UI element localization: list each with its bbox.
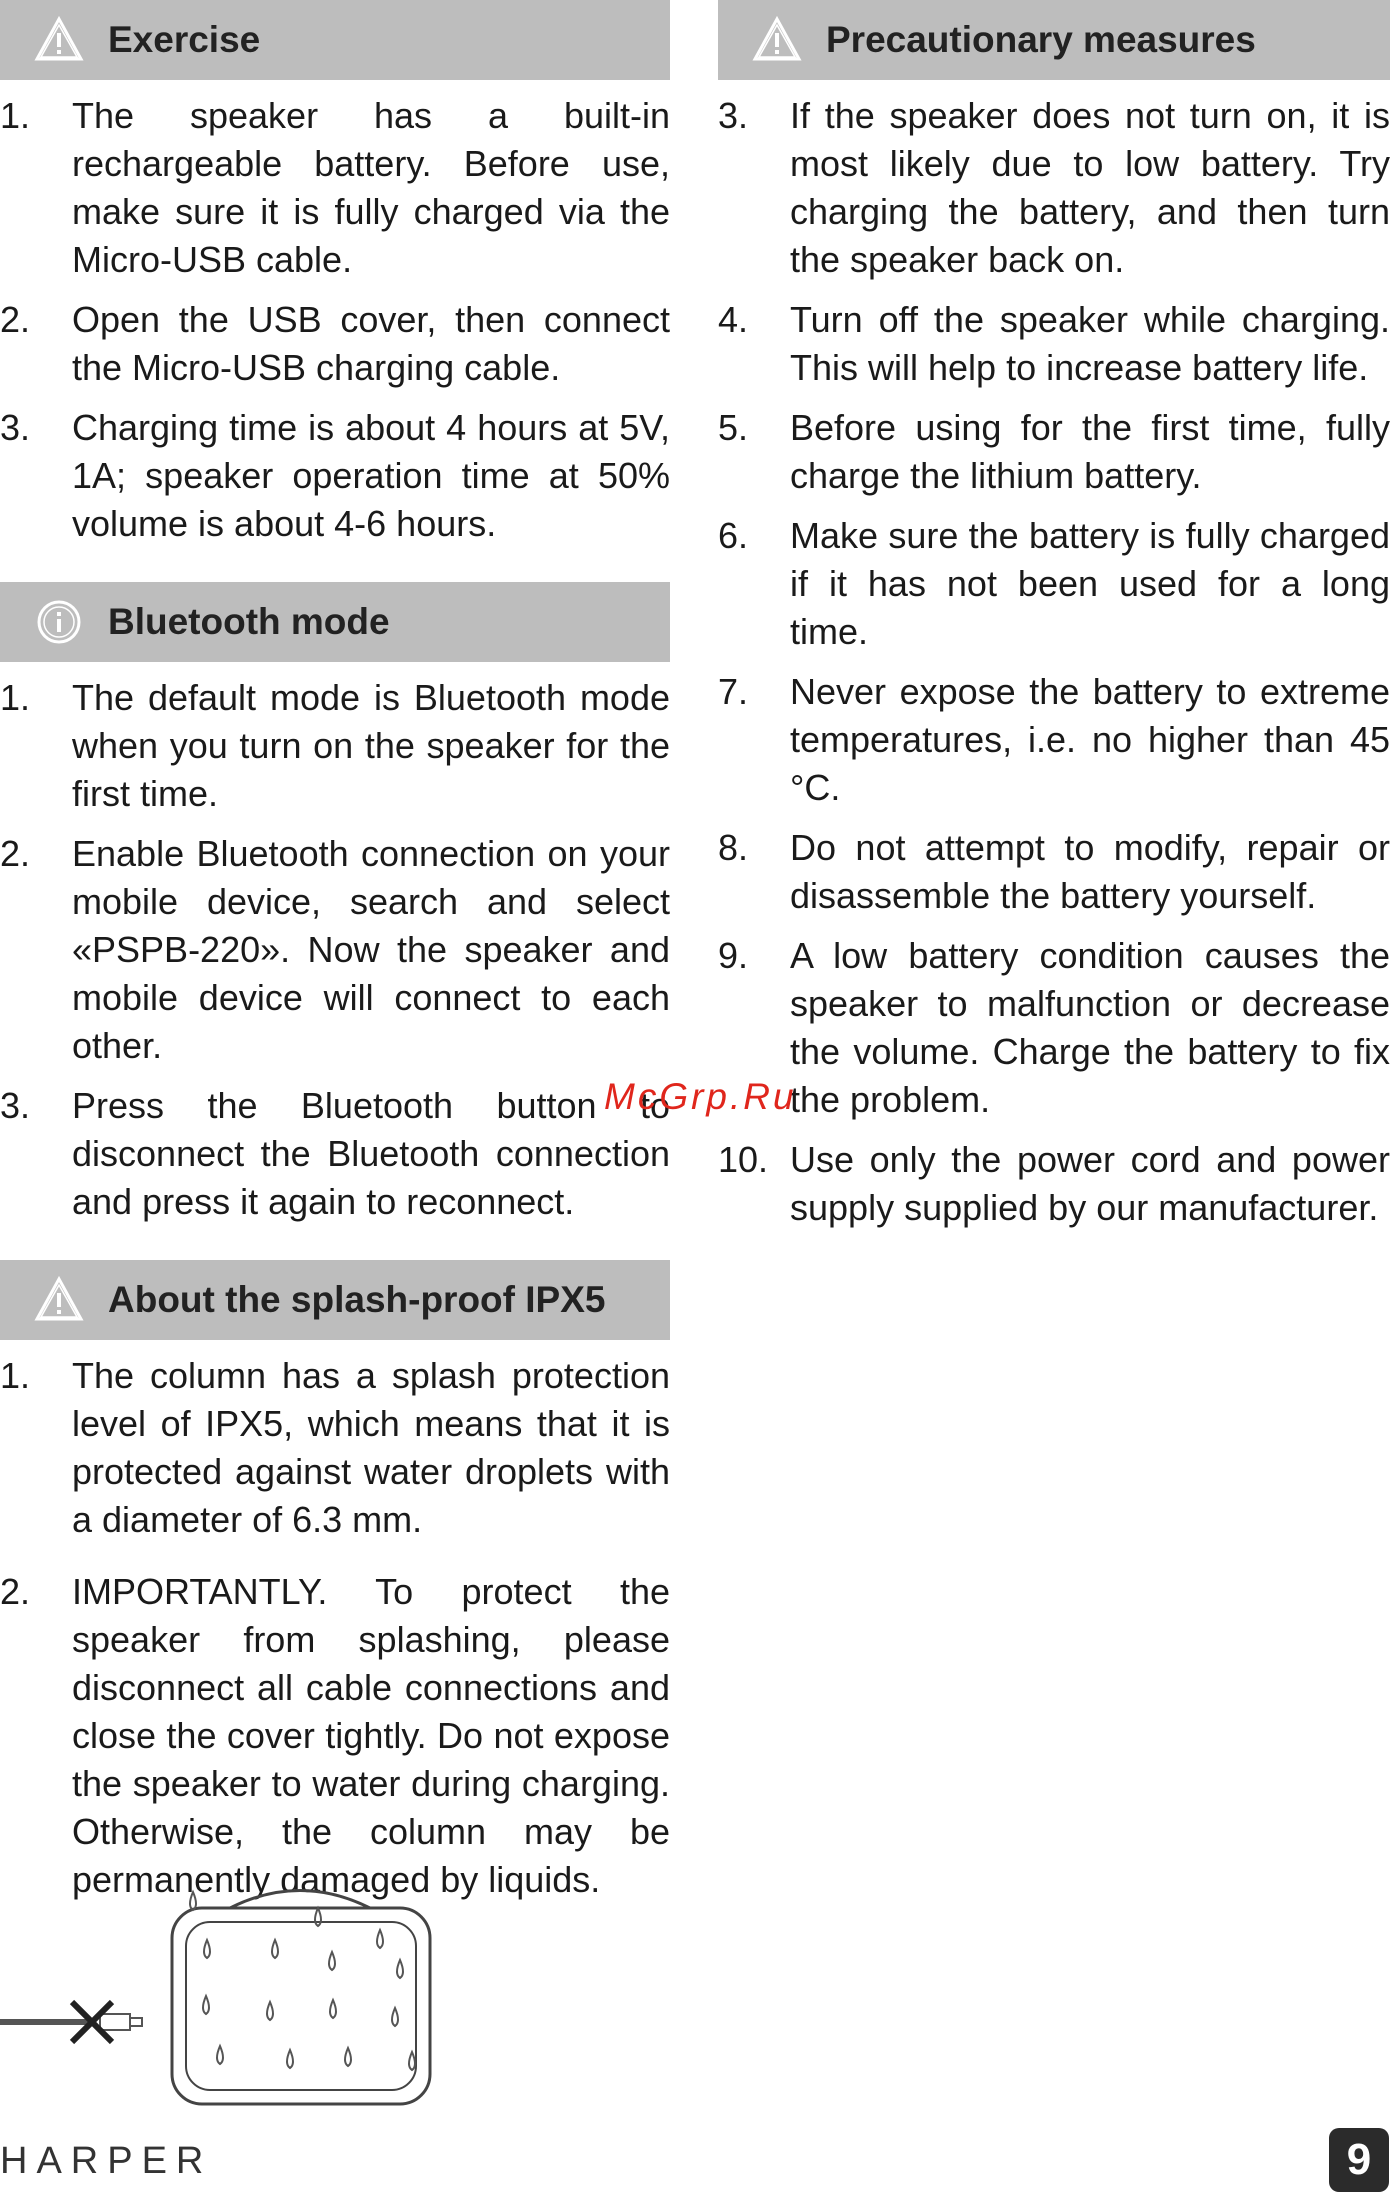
item-number: 1. <box>0 1355 31 1396</box>
item-text: The default mode is Bluetooth mode when you turn on the speaker for the first time. <box>72 677 670 814</box>
list-item <box>0 1568 670 1904</box>
splash-title: About the splash-proof IPX5 <box>108 1279 606 1320</box>
list-item <box>718 1136 1390 1232</box>
warning-triangle-icon <box>34 1275 84 1325</box>
item-number: 4. <box>718 299 749 340</box>
precautions-header <box>718 0 1390 80</box>
precautions-title: Precautionary measures <box>826 19 1256 60</box>
item-number: 2. <box>0 1571 31 1612</box>
item-number: 3. <box>0 407 31 448</box>
item-text: Open the USB cover, then connect the Micro-USB charging cable. <box>72 299 670 388</box>
splash-header <box>0 1260 670 1340</box>
item-text: Make sure the battery is fully charged if it has not been used for a long time. <box>790 515 1390 652</box>
exercise-title: Exercise <box>108 19 261 60</box>
splash-illustration <box>0 1878 440 2108</box>
bluetooth-title: Bluetooth mode <box>108 601 390 642</box>
list-item <box>0 1082 670 1226</box>
item-text: Use only the power cord and power supply supplied by our manufacturer. <box>790 1139 1390 1228</box>
list-item <box>0 1352 670 1544</box>
left-column <box>0 0 670 1904</box>
page-number: 9 <box>1329 2128 1389 2192</box>
item-text: If the speaker does not turn on, it is most likely due to low battery. Try charging the battery, and then turn the speaker back on. <box>790 95 1390 280</box>
item-text: A low battery condition causes the speaker to malfunction or decrease the volume. Charge the battery to fix the problem. <box>790 935 1390 1120</box>
list-item <box>718 824 1390 920</box>
item-text: Enable Bluetooth connection on your mobile device, search and select «PSPB-220». Now the speaker and mobile device will connect to each other. <box>72 833 670 1066</box>
bluetooth-header <box>0 582 670 662</box>
list-item <box>0 830 670 1070</box>
item-text: Charging time is about 4 hours at 5V, 1A; speaker operation time at 50% volume is about 4-6 hours. <box>72 407 670 544</box>
item-number: 6. <box>718 515 749 556</box>
list-item <box>0 674 670 818</box>
list-item <box>718 932 1390 1124</box>
list-item <box>0 404 670 548</box>
item-text: IMPORTANTLY. To protect the speaker from splashing, please disconnect all cable connections and close the cover tightly. Do not expose the speaker to water during charging. Otherwise, the column may be permanently damaged by liquids. <box>72 1571 670 1900</box>
list-item <box>0 92 670 284</box>
precautions-list <box>718 92 1390 1232</box>
item-text: Press the Bluetooth button to disconnect the Bluetooth connection and press it again to reconnect. <box>72 1085 670 1222</box>
splash-list <box>0 1352 670 1904</box>
item-number: 8. <box>718 827 749 868</box>
item-text: Turn off the speaker while charging. This will help to increase battery life. <box>790 299 1390 388</box>
bluetooth-list <box>0 674 670 1226</box>
list-item <box>718 92 1390 284</box>
item-number: 5. <box>718 407 749 448</box>
list-item <box>718 296 1390 392</box>
exercise-list <box>0 92 670 548</box>
item-number: 2. <box>0 299 31 340</box>
list-item <box>0 296 670 392</box>
list-item <box>718 404 1390 500</box>
item-text: Do not attempt to modify, repair or disassemble the battery yourself. <box>790 827 1390 916</box>
item-number: 7. <box>718 671 749 712</box>
info-circle-icon <box>34 597 84 647</box>
item-number: 1. <box>0 677 31 718</box>
list-item <box>718 512 1390 656</box>
right-column <box>718 0 1390 1232</box>
item-number: 2. <box>0 833 31 874</box>
item-number: 1. <box>0 95 31 136</box>
item-text: The speaker has a built-in rechargeable battery. Before use, make sure it is fully charged via the Micro-USB cable. <box>72 95 670 280</box>
exercise-header <box>0 0 670 80</box>
warning-triangle-icon <box>752 15 802 65</box>
item-text: Before using for the first time, fully charge the lithium battery. <box>790 407 1390 496</box>
brand-logo: HARPER <box>0 2140 213 2182</box>
item-number: 3. <box>718 95 749 136</box>
watermark: McGrp.Ru <box>604 1076 797 1117</box>
item-number: 9. <box>718 935 749 976</box>
item-text: The column has a splash protection level of IPX5, which means that it is protected against water droplets with a diameter of 6.3 mm. <box>72 1355 670 1540</box>
item-text: Never expose the battery to extreme temperatures, i.e. no higher than 45 °C. <box>790 671 1390 808</box>
item-number: 3. <box>0 1085 31 1126</box>
list-item <box>718 668 1390 812</box>
item-number: 10. <box>718 1139 769 1180</box>
warning-triangle-icon <box>34 15 84 65</box>
